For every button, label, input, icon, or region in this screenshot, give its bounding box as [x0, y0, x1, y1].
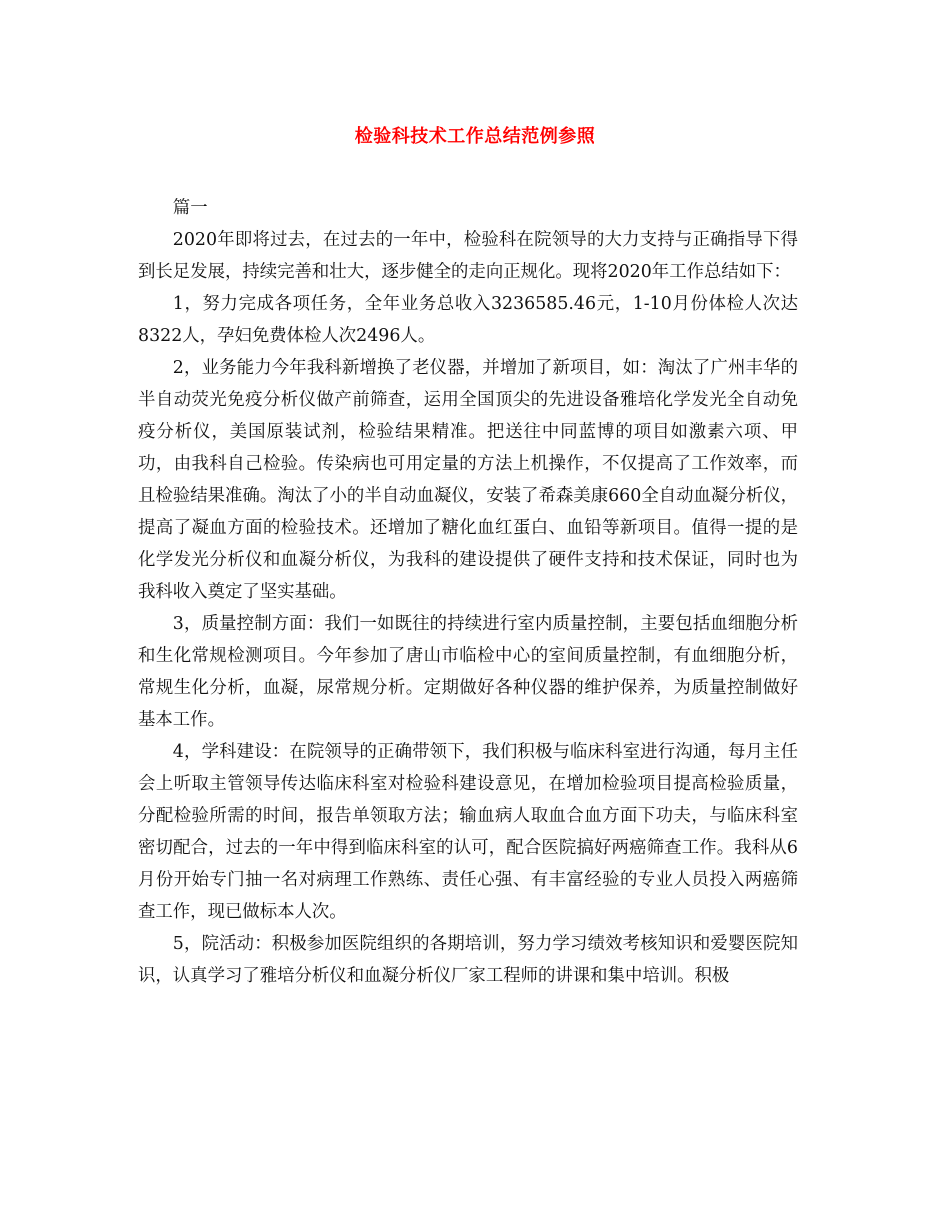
paragraph-item-2: 2，业务能力今年我科新增换了老仪器，并增加了新项目，如：淘汰了广州丰华的半自动荧光免疫分析仪做产前筛查，运用全国顶尖的先进设备雅培化学发光全自动免疫分析仪，美国原装试剂，检验结果精准。把送往中同蓝博的项目如激素六项、甲功，由我科自己检验。传染病也可用定量的方法上机操作，不仅提高了工作效率，而且检验结果准确。淘汰了小的半自动血凝仪，安装了希森美康660全自动血凝分析仪，提高了凝血方面的检验技术。还增加了糖化血红蛋白、血铅等新项目。值得一提的是化学发光分析仪和血凝分析仪，为我科的建设提供了硬件支持和技术保证，同时也为我科收入奠定了坚实基础。 [138, 358, 798, 602]
paragraph-intro: 2020年即将过去，在过去的一年中，检验科在院领导的大力支持与正确指导下得到长足发展，持续完善和壮大，逐步健全的走向正规化。现将2020年工作总结如下： [138, 230, 798, 282]
section-heading: 篇一 [172, 198, 208, 218]
paragraph-item-1: 1，努力完成各项任务，全年业务总收入3236585.46元，1-10月份体检人次达8322人，孕妇免费体检人次2496人。 [138, 294, 798, 346]
document-title: 检验科技术工作总结范例参照 [354, 126, 596, 147]
paragraph-item-3: 3，质量控制方面：我们一如既往的持续进行室内质量控制，主要包括血细胞分析和生化常规检测项目。今年参加了唐山市临检中心的室间质量控制，有血细胞分析，常规生化分析，血凝，尿常规分析。定期做好各种仪器的维护保养，为质量控制做好基本工作。 [138, 614, 798, 730]
paragraph-item-5: 5，院活动：积极参加医院组织的各期培训，努力学习绩效考核知识和爱婴医院知识，认真学习了雅培分析仪和血凝分析仪厂家工程师的讲课和集中培训。积极 [138, 934, 798, 986]
paragraph-item-4: 4，学科建设：在院领导的正确带领下，我们积极与临床科室进行沟通，每月主任会上听取主管领导传达临床科室对检验科建设意见，在增加检验项目提高检验质量，分配检验所需的时间，报告单领取方法；输血病人取血合血方面下功夫，与临床科室密切配合，过去的一年中得到临床科室的认可，配合医院搞好两癌筛查工作。我科从6月份开始专门抽一名对病理工作熟练、责任心强、有丰富经验的专业人员投入两癌筛查工作，现已做标本人次。 [138, 742, 798, 922]
document-body [138, 192, 798, 992]
